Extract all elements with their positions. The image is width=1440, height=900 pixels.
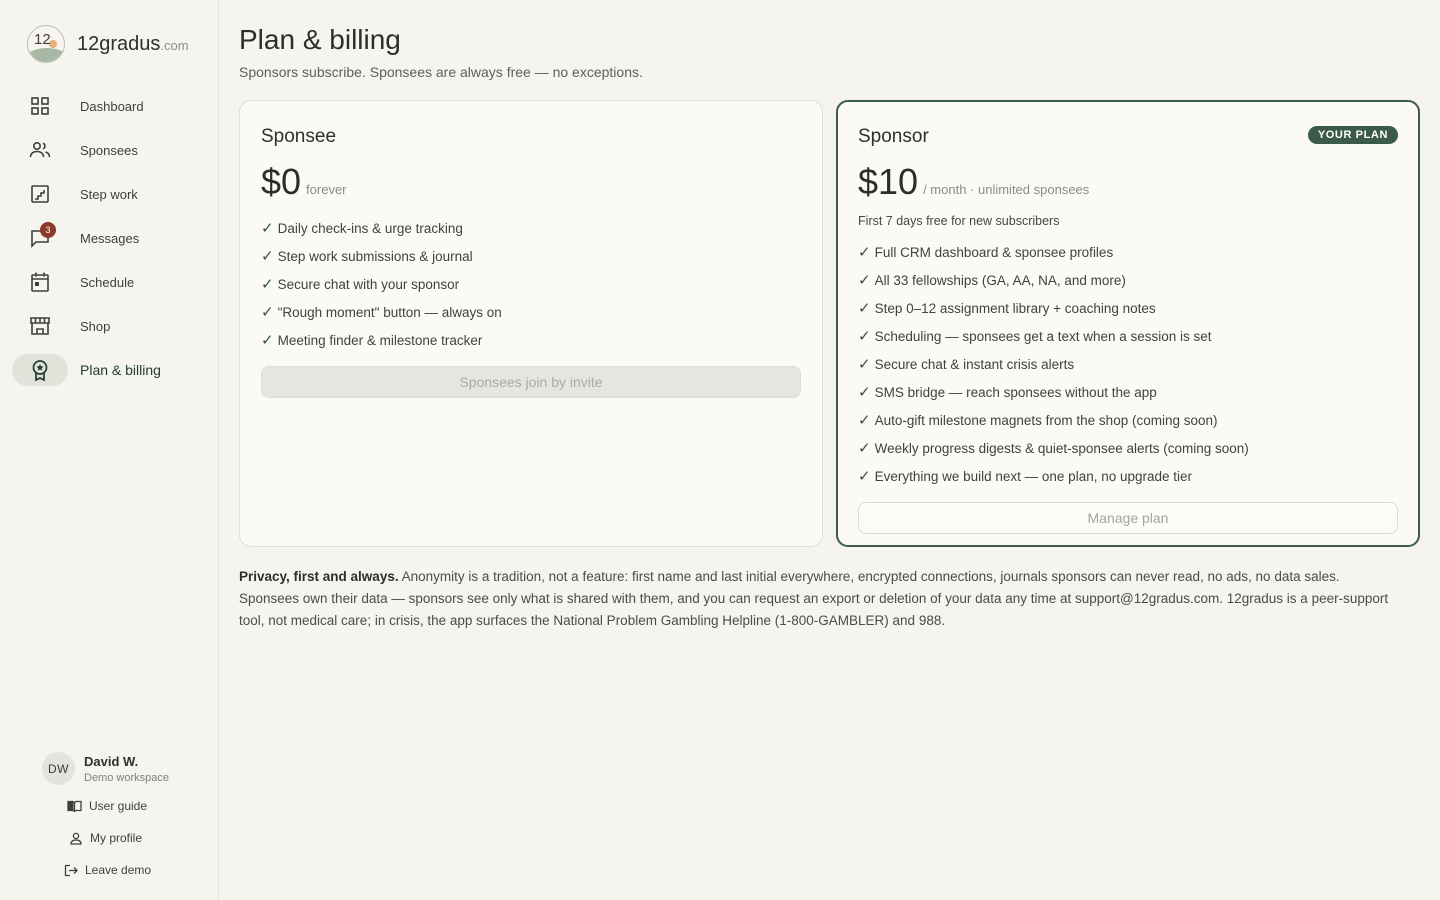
feature-item <box>858 406 1249 434</box>
check-icon: ✓ <box>261 248 274 265</box>
feature-item <box>858 322 1249 350</box>
plan-title: Sponsee <box>261 126 337 147</box>
feature-text: Everything we build next — one plan, no upgrade tier <box>874 468 1193 484</box>
nav-label: Shop <box>80 318 111 334</box>
check-icon: ✓ <box>858 356 871 373</box>
feature-item <box>858 294 1249 322</box>
feature-text: Secure chat & instant crisis alerts <box>874 356 1075 372</box>
user-card[interactable] <box>42 752 169 785</box>
feature-text: Step 0–12 assignment library + coaching notes <box>874 300 1156 316</box>
feature-item <box>858 434 1249 462</box>
main-nav <box>12 90 208 398</box>
feature-list <box>858 238 1249 490</box>
nav-label: Messages <box>80 230 140 246</box>
feature-text: All 33 fellowships (GA, AA, NA, and more) <box>874 272 1126 288</box>
check-icon: ✓ <box>858 244 871 261</box>
your-plan-badge: YOUR PLAN <box>1308 126 1398 144</box>
user-workspace: Demo workspace <box>84 771 169 784</box>
feature-text: SMS bridge — reach sponsees without the app <box>874 384 1157 400</box>
feature-item <box>261 242 502 270</box>
privacy-body: Anonymity is a tradition, not a feature: first name and last initial everywhere, encrypted connections, journals sponsors can never read, no ads, no data sales. Sponsees own their data — sponsors see only what is shared with them, and you can request an export or deletion of your data any time at support@12gradus.com. 12gradus is a peer-support tool, not medical care; in crisis, the app surfaces the National Problem Gambling Helpline (1-800-GAMBLER) and 988. <box>239 569 1389 628</box>
user-name: David W. <box>84 753 139 769</box>
price-period: forever <box>306 182 347 197</box>
grid-icon <box>12 90 68 122</box>
messages-badge: 3 <box>40 222 56 238</box>
brand-title: 12gradus <box>77 32 161 55</box>
people-icon <box>12 134 68 166</box>
leave-demo-label: Leave demo <box>85 863 152 877</box>
nav-label: Plan & billing <box>80 362 161 378</box>
check-icon: ✓ <box>858 328 871 345</box>
feature-item <box>261 298 502 326</box>
chat-icon <box>12 222 68 254</box>
feature-item <box>858 266 1249 294</box>
feature-item <box>858 378 1249 406</box>
feature-item <box>858 350 1249 378</box>
privacy-lead: Privacy, first and always. <box>239 569 399 584</box>
feature-text: Secure chat with your sponsor <box>277 276 460 292</box>
feature-item <box>261 270 502 298</box>
user-guide-label: User guide <box>89 799 148 813</box>
plan-price <box>858 161 1089 203</box>
check-icon: ✓ <box>261 220 274 237</box>
feature-text: Meeting finder & milestone tracker <box>277 332 483 348</box>
feature-item <box>858 462 1249 490</box>
plan-card-sponsor <box>836 100 1420 547</box>
feature-text: Scheduling — sponsees get a text when a session is set <box>874 328 1212 344</box>
nav-label: Step work <box>80 186 138 202</box>
logo-text: 12 <box>34 31 51 48</box>
sponsee-invite-button[interactable]: Sponsees join by invite <box>261 366 801 398</box>
feature-text: Weekly progress digests & quiet-sponsee alerts (coming soon) <box>874 440 1249 456</box>
brand[interactable] <box>27 25 189 63</box>
plan-card-sponsee <box>239 100 823 547</box>
check-icon: ✓ <box>858 300 871 317</box>
nav-label: Dashboard <box>80 98 144 114</box>
nav-item-shop[interactable] <box>12 310 208 342</box>
person-icon <box>69 832 83 845</box>
plan-title: Sponsor <box>858 126 929 147</box>
avatar: DW <box>42 752 75 785</box>
nav-item-messages[interactable] <box>12 222 208 254</box>
check-icon: ✓ <box>858 384 871 401</box>
check-icon: ✓ <box>261 332 274 349</box>
feature-list <box>261 214 502 354</box>
store-icon <box>12 310 68 342</box>
feature-item <box>261 326 502 354</box>
feature-text: "Rough moment" button — always on <box>277 304 502 320</box>
plan-price <box>261 161 347 203</box>
check-icon: ✓ <box>261 276 274 293</box>
sidebar <box>0 0 219 900</box>
award-icon <box>12 354 68 386</box>
check-icon: ✓ <box>858 272 871 289</box>
calendar-icon <box>12 266 68 298</box>
brand-logo <box>27 25 65 63</box>
brand-domain: .com <box>160 37 189 53</box>
feature-text: Full CRM dashboard & sponsee profiles <box>874 244 1114 260</box>
feature-item <box>858 238 1249 266</box>
check-icon: ✓ <box>261 304 274 321</box>
nav-item-sponsees[interactable] <box>12 134 208 166</box>
book-icon <box>67 800 82 812</box>
page-subtitle: Sponsors subscribe. Sponsees are always free — no exceptions. <box>239 64 643 80</box>
page-title: Plan & billing <box>239 24 401 55</box>
nav-item-schedule[interactable] <box>12 266 208 298</box>
nav-item-step-work[interactable] <box>12 178 208 210</box>
price-amount: $10 <box>858 161 919 202</box>
feature-text: Daily check-ins & urge tracking <box>277 220 463 236</box>
nav-item-dashboard[interactable] <box>12 90 208 122</box>
manage-plan-button[interactable]: Manage plan <box>858 502 1398 534</box>
stairs-icon <box>12 178 68 210</box>
privacy-note <box>239 566 1399 632</box>
feature-item <box>261 214 502 242</box>
price-period: / month · unlimited sponsees <box>923 182 1090 197</box>
price-amount: $0 <box>261 161 302 202</box>
feature-text: Auto-gift milestone magnets from the shop (coming soon) <box>874 412 1218 428</box>
check-icon: ✓ <box>858 468 871 485</box>
check-icon: ✓ <box>858 412 871 429</box>
nav-label: Sponsees <box>80 142 138 158</box>
brand-name <box>77 33 189 56</box>
my-profile-label: My profile <box>90 831 143 845</box>
feature-text: Step work submissions & journal <box>277 248 473 264</box>
trial-note: First 7 days free for new subscribers <box>858 214 1060 228</box>
nav-item-plan-billing[interactable] <box>12 354 208 386</box>
nav-label: Schedule <box>80 274 135 290</box>
leave-demo-link[interactable] <box>64 863 151 877</box>
logout-icon <box>64 864 78 877</box>
my-profile-link[interactable] <box>69 831 142 845</box>
check-icon: ✓ <box>858 440 871 457</box>
user-guide-link[interactable] <box>67 799 147 813</box>
